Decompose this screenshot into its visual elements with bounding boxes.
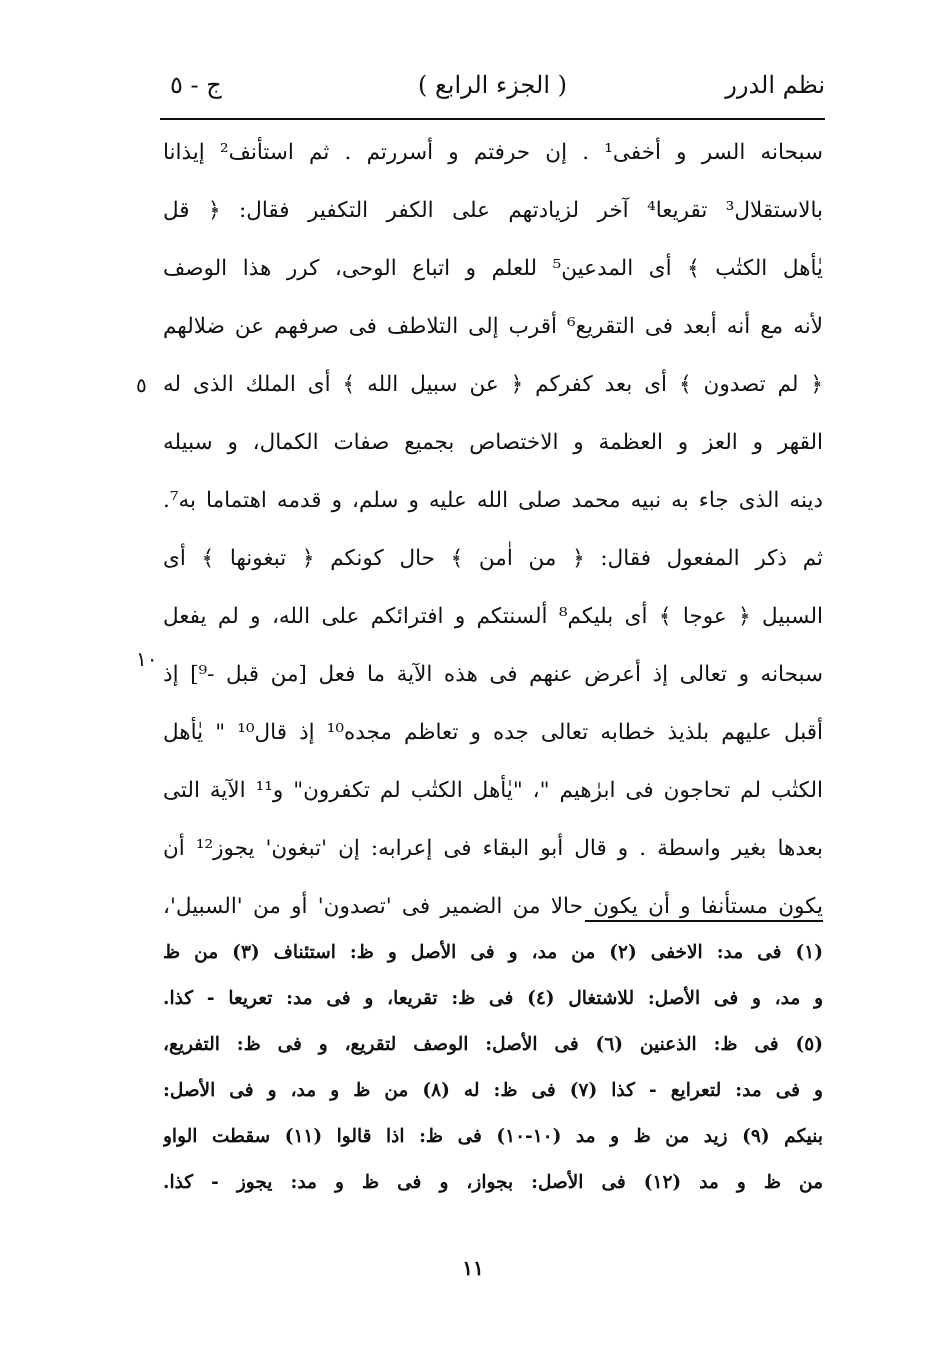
text-line: يكون مستأنفا و أن يكون حالا من الضمير فى 'تصدون' أو من 'السبيل'، — [163, 894, 823, 919]
footnote-line: و فى مد: لتعرايع - كذا (٧) فى ظ: له (٨) من ظ و مد، و فى الأصل: — [163, 1080, 823, 1101]
main-text — [163, 124, 823, 936]
page-number: ١١ — [462, 1256, 484, 1280]
text-line: القهر و العز و العظمة و الاختصاص بجميع صفات الكمال، و سبيله — [163, 430, 823, 455]
text-line: ﴿ لم تصدون ﴾ أى بعد كفركم ﴿ عن سبيل الله ﴾ أى الملك الذى له — [163, 372, 823, 397]
text-line: ثم ذكر المفعول فقال: ﴿ من اٰمن ﴾ حال كونكم ﴿ تبغونها ﴾ أى — [163, 546, 823, 571]
text-line: سبحانه و تعالى إذ أعرض عنهم فى هذه الآية ما فعل [من قبل -⁹] إذ — [163, 662, 823, 687]
text-line: دينه الذى جاء به نبيه محمد صلى الله عليه و سلم، و قدمه اهتماما به⁷. — [163, 488, 823, 513]
footnote-rule — [585, 920, 823, 922]
text-line: بعدها بغير واسطة . و قال أبو البقاء فى إعرابه: إن 'تبغون' يجوز¹² أن — [163, 836, 823, 861]
header-rule — [160, 118, 825, 120]
footnote-line: و مد، و فى الأصل: للاشتغال (٤) فى ظ: تقريعا، و فى مد: تعريعا - كذا. — [163, 988, 823, 1009]
text-line: لأنه مع أنه أبعد فى التقريع⁶ أقرب إلى التلاطف فى صرفهم عن ضلالهم — [163, 314, 823, 339]
text-line: الكتٰب لم تحاجون فى ابرٰهيم "، "يٰأهل الكتٰب لم تكفرون" و¹¹ الآية التى — [163, 778, 823, 803]
footnote-line: من ظ و مد (١٢) فى الأصل: بجواز، و فى ظ و مد: يجوز - كذا. — [163, 1172, 823, 1193]
running-header — [160, 62, 825, 108]
text-line: أقبل عليهم بلذيذ خطابه تعالى جده و تعاظم مجده¹⁰ إذ قال¹⁰ " يٰأهل — [163, 720, 823, 745]
line-number: ١٠ — [136, 647, 158, 671]
footnote-line: (٥) فى ظ: الذعنين (٦) فى الأصل: الوصف لتقريع، و فى ظ: التفريع، — [163, 1034, 823, 1055]
footnote-line: (١) فى مد: الاخفى (٢) من مد، و فى الأصل و ظ: استئناف (٣) من ظ — [163, 942, 823, 963]
line-number: ٥ — [136, 373, 147, 397]
footnotes — [163, 930, 823, 1206]
book-title: نظم الدرر — [725, 71, 825, 99]
text-line: السبيل ﴿ عوجا ﴾ أى بليكم⁸ ألسنتكم و افترائكم على الله، و لم يفعل — [163, 604, 823, 629]
volume-label: ج - ٥ — [170, 71, 222, 99]
text-line: سبحانه السر و أخفى¹ . إن حرفتم و أسررتم . ثم استأنف² إيذانا — [163, 140, 823, 165]
footnote-line: بنيكم (٩) زيد من ظ و مد (١٠-١٠) فى ظ: اذا قالوا (١١) سقطت الواو — [163, 1126, 823, 1147]
text-line: بالاستقلال³ تقريعا⁴ آخر لزيادتهم على الكفر التكفير فقال: ﴿ قل — [163, 198, 823, 223]
part-label: ( الجزء الرابع ) — [418, 71, 567, 99]
text-line: يٰأهل الكتٰب ﴾ أى المدعين⁵ للعلم و اتباع الوحى، كرر هذا الوصف — [163, 256, 823, 281]
